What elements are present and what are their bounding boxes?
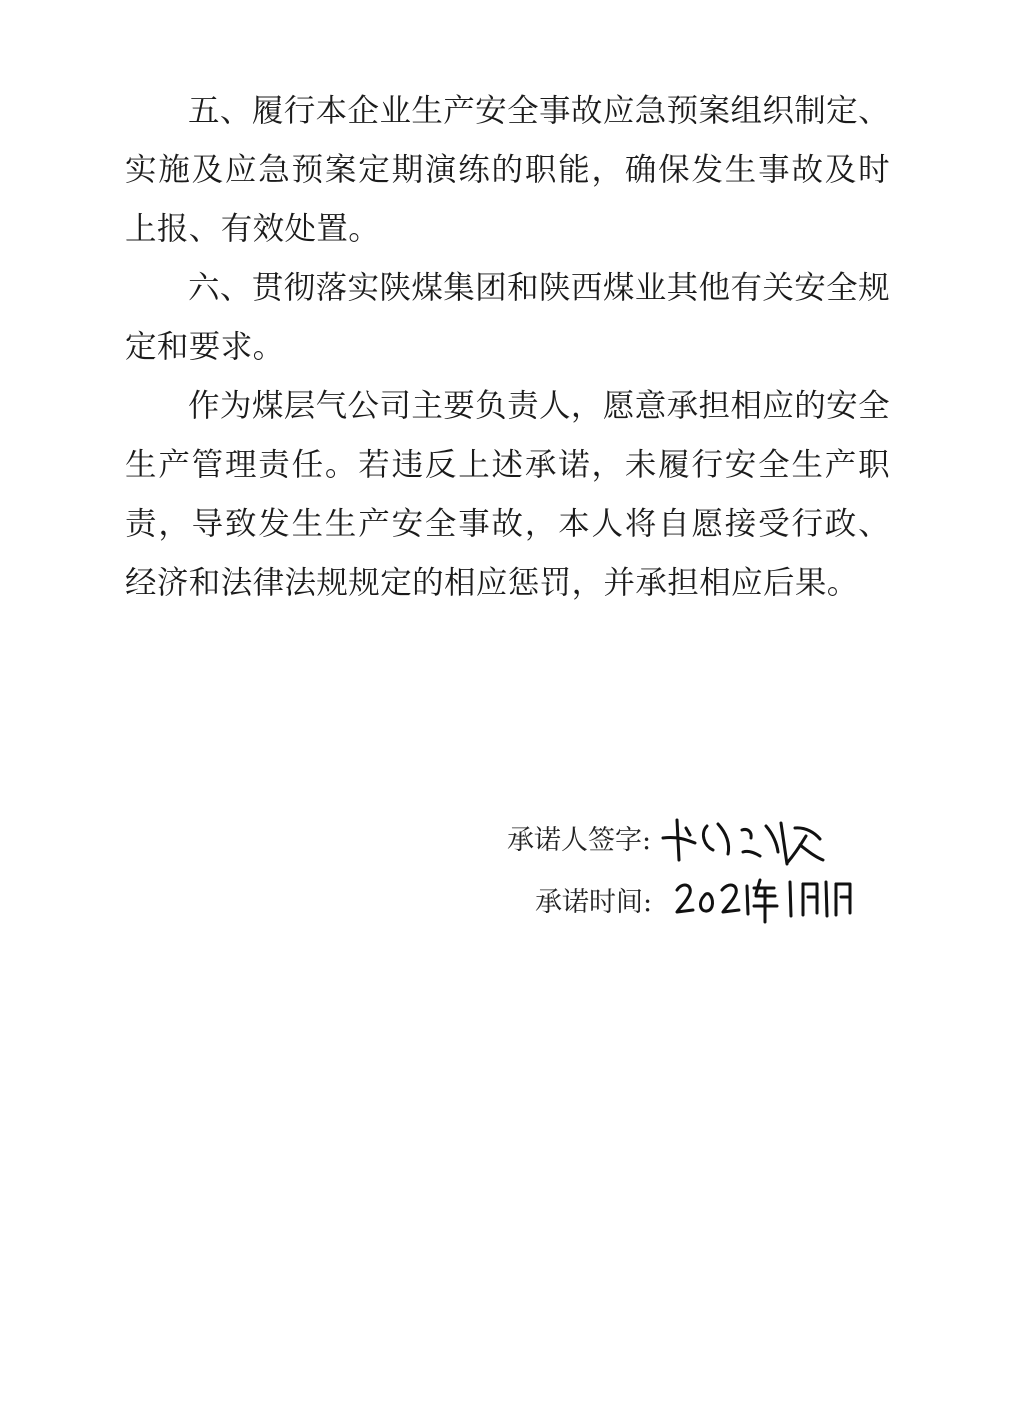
date-label: 承诺时间: [535, 887, 653, 918]
signature-line [507, 818, 651, 857]
signer-label: 承诺人签字: [507, 825, 652, 856]
paragraph-commitment: 作为煤层气公司主要负责人，愿意承担相应的安全生产管理责任。若违反上述承诺，未履行安全生产职责，导致发生生产安全事故，本人将自愿接受行政、经济和法律法规规定的相应惩罚，并承担相应后果。 [125, 388, 890, 601]
handwritten-date-drawing [672, 866, 862, 926]
paragraph-five: 五、履行本企业生产安全事故应急预案组织制定、实施及应急预案定期演练的职能，确保发生事故及时上报、有效处置。 [125, 93, 890, 247]
document-body [125, 82, 890, 613]
handwritten-date [672, 866, 862, 926]
paragraph-six: 六、贯彻落实陕煤集团和陕西煤业其他有关安全规定和要求。 [125, 270, 890, 365]
date-line [535, 880, 652, 919]
